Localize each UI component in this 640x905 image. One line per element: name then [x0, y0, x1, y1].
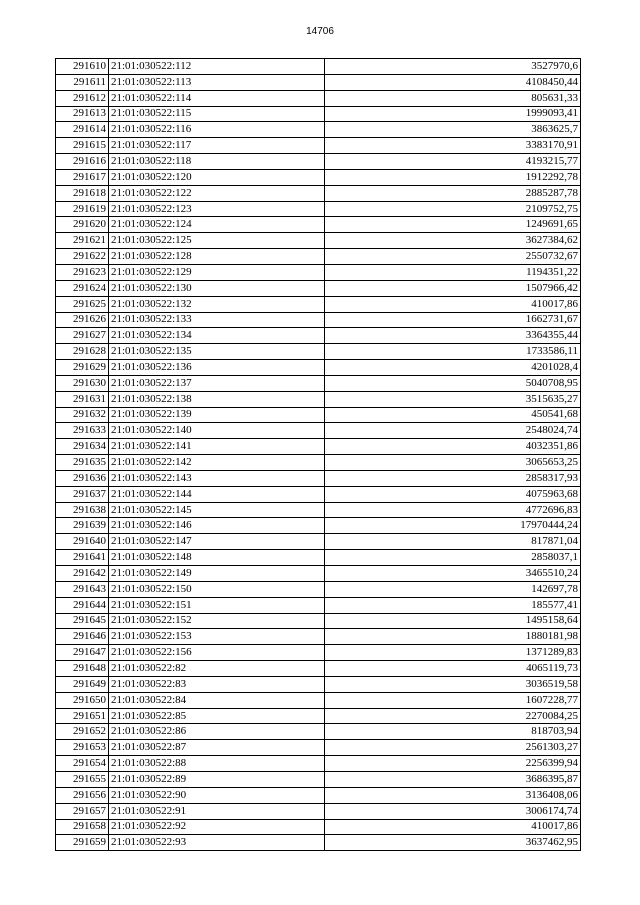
- value-cell: 1371289,83: [325, 645, 581, 661]
- row-number-cell: 291633: [56, 423, 109, 439]
- page-number: 14706: [306, 26, 334, 37]
- row-number-cell: 291652: [56, 724, 109, 740]
- cadastral-number-cell: 21:01:030522:86: [109, 724, 325, 740]
- value-cell: 450541,68: [325, 407, 581, 423]
- value-cell: 3863625,7: [325, 122, 581, 138]
- table-row: [56, 328, 581, 344]
- row-number-cell: 291630: [56, 375, 109, 391]
- row-number-cell: 291646: [56, 629, 109, 645]
- row-number-cell: 291651: [56, 708, 109, 724]
- table-row: [56, 439, 581, 455]
- table-row: [56, 724, 581, 740]
- row-number-cell: 291632: [56, 407, 109, 423]
- row-number-cell: 291619: [56, 201, 109, 217]
- row-number-cell: 291612: [56, 90, 109, 106]
- table-row: [56, 502, 581, 518]
- cadastral-number-cell: 21:01:030522:145: [109, 502, 325, 518]
- cadastral-number-cell: 21:01:030522:132: [109, 296, 325, 312]
- table-row: [56, 692, 581, 708]
- table-row: [56, 344, 581, 360]
- row-number-cell: 291624: [56, 280, 109, 296]
- table-row: [56, 296, 581, 312]
- cadastral-number-cell: 21:01:030522:143: [109, 470, 325, 486]
- value-cell: 3136408,06: [325, 787, 581, 803]
- table-row: [56, 771, 581, 787]
- value-cell: 3036519,58: [325, 676, 581, 692]
- table-row: [56, 59, 581, 75]
- table-row: [56, 676, 581, 692]
- table-row: [56, 391, 581, 407]
- table-row: [56, 534, 581, 550]
- row-number-cell: 291620: [56, 217, 109, 233]
- row-number-cell: 291655: [56, 771, 109, 787]
- cadastral-number-cell: 21:01:030522:152: [109, 613, 325, 629]
- row-number-cell: 291610: [56, 59, 109, 75]
- row-number-cell: 291653: [56, 740, 109, 756]
- value-cell: 3065653,25: [325, 455, 581, 471]
- cadastral-number-cell: 21:01:030522:124: [109, 217, 325, 233]
- table-row: [56, 249, 581, 265]
- value-cell: 2548024,74: [325, 423, 581, 439]
- row-number-cell: 291634: [56, 439, 109, 455]
- cadastral-number-cell: 21:01:030522:115: [109, 106, 325, 122]
- cadastral-number-cell: 21:01:030522:129: [109, 264, 325, 280]
- cadastral-number-cell: 21:01:030522:91: [109, 803, 325, 819]
- row-number-cell: 291638: [56, 502, 109, 518]
- value-cell: 1194351,22: [325, 264, 581, 280]
- row-number-cell: 291639: [56, 518, 109, 534]
- value-cell: 3364355,44: [325, 328, 581, 344]
- cadastral-number-cell: 21:01:030522:122: [109, 185, 325, 201]
- cadastral-number-cell: 21:01:030522:150: [109, 581, 325, 597]
- cadastral-number-cell: 21:01:030522:153: [109, 629, 325, 645]
- row-number-cell: 291631: [56, 391, 109, 407]
- row-number-cell: 291649: [56, 676, 109, 692]
- table-row: [56, 835, 581, 851]
- row-number-cell: 291645: [56, 613, 109, 629]
- value-cell: 5040708,95: [325, 375, 581, 391]
- cadastral-number-cell: 21:01:030522:116: [109, 122, 325, 138]
- row-number-cell: 291648: [56, 661, 109, 677]
- cadastral-number-cell: 21:01:030522:89: [109, 771, 325, 787]
- value-cell: 4065119,73: [325, 661, 581, 677]
- value-cell: 4108450,44: [325, 74, 581, 90]
- value-cell: 4193215,77: [325, 154, 581, 170]
- cadastral-number-cell: 21:01:030522:133: [109, 312, 325, 328]
- row-number-cell: 291659: [56, 835, 109, 851]
- row-number-cell: 291625: [56, 296, 109, 312]
- table-row: [56, 185, 581, 201]
- row-number-cell: 291626: [56, 312, 109, 328]
- value-cell: 3637462,95: [325, 835, 581, 851]
- value-cell: 2256399,94: [325, 756, 581, 772]
- table-row: [56, 581, 581, 597]
- row-number-cell: 291635: [56, 455, 109, 471]
- value-cell: 3006174,74: [325, 803, 581, 819]
- value-cell: 1880181,98: [325, 629, 581, 645]
- row-number-cell: 291647: [56, 645, 109, 661]
- table-row: [56, 264, 581, 280]
- row-number-cell: 291622: [56, 249, 109, 265]
- cadastral-number-cell: 21:01:030522:123: [109, 201, 325, 217]
- cadastral-number-cell: 21:01:030522:135: [109, 344, 325, 360]
- cadastral-number-cell: 21:01:030522:146: [109, 518, 325, 534]
- value-cell: 3465510,24: [325, 566, 581, 582]
- row-number-cell: 291627: [56, 328, 109, 344]
- value-cell: 2858317,93: [325, 470, 581, 486]
- cadastral-number-cell: 21:01:030522:88: [109, 756, 325, 772]
- value-cell: 2858037,1: [325, 550, 581, 566]
- value-cell: 1249691,65: [325, 217, 581, 233]
- cadastral-number-cell: 21:01:030522:149: [109, 566, 325, 582]
- cadastral-number-cell: 21:01:030522:138: [109, 391, 325, 407]
- row-number-cell: 291637: [56, 486, 109, 502]
- cadastral-number-cell: 21:01:030522:112: [109, 59, 325, 75]
- table-row: [56, 233, 581, 249]
- table-row: [56, 106, 581, 122]
- table-row: [56, 217, 581, 233]
- cadastral-number-cell: 21:01:030522:139: [109, 407, 325, 423]
- row-number-cell: 291621: [56, 233, 109, 249]
- value-cell: 818703,94: [325, 724, 581, 740]
- table-row: [56, 312, 581, 328]
- value-cell: 1733586,11: [325, 344, 581, 360]
- cadastral-number-cell: 21:01:030522:87: [109, 740, 325, 756]
- table-row: [56, 470, 581, 486]
- table-row: [56, 455, 581, 471]
- row-number-cell: 291643: [56, 581, 109, 597]
- table-row: [56, 597, 581, 613]
- value-cell: 1999093,41: [325, 106, 581, 122]
- cadastral-number-cell: 21:01:030522:90: [109, 787, 325, 803]
- table-row: [56, 407, 581, 423]
- row-number-cell: 291654: [56, 756, 109, 772]
- cadastral-number-cell: 21:01:030522:140: [109, 423, 325, 439]
- cadastral-number-cell: 21:01:030522:141: [109, 439, 325, 455]
- cadastral-number-cell: 21:01:030522:130: [109, 280, 325, 296]
- row-number-cell: 291640: [56, 534, 109, 550]
- row-number-cell: 291644: [56, 597, 109, 613]
- cadastral-number-cell: 21:01:030522:82: [109, 661, 325, 677]
- table-row: [56, 819, 581, 835]
- cadastral-number-cell: 21:01:030522:85: [109, 708, 325, 724]
- cadastral-number-cell: 21:01:030522:148: [109, 550, 325, 566]
- row-number-cell: 291616: [56, 154, 109, 170]
- row-number-cell: 291613: [56, 106, 109, 122]
- table-row: [56, 154, 581, 170]
- value-cell: 410017,86: [325, 296, 581, 312]
- value-cell: 1607228,77: [325, 692, 581, 708]
- table-row: [56, 566, 581, 582]
- value-cell: 4032351,86: [325, 439, 581, 455]
- row-number-cell: 291618: [56, 185, 109, 201]
- table-row: [56, 708, 581, 724]
- value-cell: 17970444,24: [325, 518, 581, 534]
- table-row: [56, 360, 581, 376]
- value-cell: 3383170,91: [325, 138, 581, 154]
- cadastral-number-cell: 21:01:030522:142: [109, 455, 325, 471]
- table-row: [56, 423, 581, 439]
- cadastral-number-cell: 21:01:030522:151: [109, 597, 325, 613]
- table-row: [56, 74, 581, 90]
- table-row: [56, 645, 581, 661]
- table-row: [56, 613, 581, 629]
- row-number-cell: 291636: [56, 470, 109, 486]
- cadastral-number-cell: 21:01:030522:120: [109, 169, 325, 185]
- row-number-cell: 291614: [56, 122, 109, 138]
- value-cell: 142697,78: [325, 581, 581, 597]
- table-row: [56, 629, 581, 645]
- table-row: [56, 90, 581, 106]
- value-cell: 817871,04: [325, 534, 581, 550]
- value-cell: 4772696,83: [325, 502, 581, 518]
- table-row: [56, 375, 581, 391]
- value-cell: 2109752,75: [325, 201, 581, 217]
- row-number-cell: 291628: [56, 344, 109, 360]
- table-row: [56, 518, 581, 534]
- value-cell: 3686395,87: [325, 771, 581, 787]
- cadastral-number-cell: 21:01:030522:125: [109, 233, 325, 249]
- value-cell: 3527970,6: [325, 59, 581, 75]
- value-cell: 3627384,62: [325, 233, 581, 249]
- cadastral-number-cell: 21:01:030522:117: [109, 138, 325, 154]
- row-number-cell: 291623: [56, 264, 109, 280]
- cadastral-number-cell: 21:01:030522:137: [109, 375, 325, 391]
- table-row: [56, 787, 581, 803]
- cadastral-number-cell: 21:01:030522:113: [109, 74, 325, 90]
- row-number-cell: 291642: [56, 566, 109, 582]
- cadastral-number-cell: 21:01:030522:136: [109, 360, 325, 376]
- cadastral-number-cell: 21:01:030522:134: [109, 328, 325, 344]
- value-cell: 4075963,68: [325, 486, 581, 502]
- data-table: [55, 58, 581, 851]
- cadastral-number-cell: 21:01:030522:114: [109, 90, 325, 106]
- table-row: [56, 122, 581, 138]
- cadastral-number-cell: 21:01:030522:118: [109, 154, 325, 170]
- value-cell: 2561303,27: [325, 740, 581, 756]
- table-row: [56, 280, 581, 296]
- value-cell: 185577,41: [325, 597, 581, 613]
- value-cell: 1495158,64: [325, 613, 581, 629]
- value-cell: 1662731,67: [325, 312, 581, 328]
- value-cell: 410017,86: [325, 819, 581, 835]
- value-cell: 2270084,25: [325, 708, 581, 724]
- row-number-cell: 291611: [56, 74, 109, 90]
- value-cell: 2885287,78: [325, 185, 581, 201]
- table-row: [56, 756, 581, 772]
- cadastral-number-cell: 21:01:030522:156: [109, 645, 325, 661]
- cadastral-number-cell: 21:01:030522:147: [109, 534, 325, 550]
- cadastral-number-cell: 21:01:030522:92: [109, 819, 325, 835]
- row-number-cell: 291657: [56, 803, 109, 819]
- table-row: [56, 138, 581, 154]
- row-number-cell: 291615: [56, 138, 109, 154]
- table-row: [56, 169, 581, 185]
- cadastral-number-cell: 21:01:030522:84: [109, 692, 325, 708]
- table-body: [56, 59, 581, 851]
- table-row: [56, 661, 581, 677]
- cadastral-number-cell: 21:01:030522:144: [109, 486, 325, 502]
- row-number-cell: 291641: [56, 550, 109, 566]
- table-row: [56, 486, 581, 502]
- row-number-cell: 291617: [56, 169, 109, 185]
- row-number-cell: 291656: [56, 787, 109, 803]
- cadastral-number-cell: 21:01:030522:83: [109, 676, 325, 692]
- value-cell: 2550732,67: [325, 249, 581, 265]
- table-row: [56, 740, 581, 756]
- table-row: [56, 550, 581, 566]
- value-cell: 4201028,4: [325, 360, 581, 376]
- row-number-cell: 291629: [56, 360, 109, 376]
- table-row: [56, 201, 581, 217]
- value-cell: 3515635,27: [325, 391, 581, 407]
- value-cell: 1507966,42: [325, 280, 581, 296]
- cadastral-number-cell: 21:01:030522:128: [109, 249, 325, 265]
- cadastral-number-cell: 21:01:030522:93: [109, 835, 325, 851]
- row-number-cell: 291650: [56, 692, 109, 708]
- row-number-cell: 291658: [56, 819, 109, 835]
- value-cell: 805631,33: [325, 90, 581, 106]
- table-row: [56, 803, 581, 819]
- value-cell: 1912292,78: [325, 169, 581, 185]
